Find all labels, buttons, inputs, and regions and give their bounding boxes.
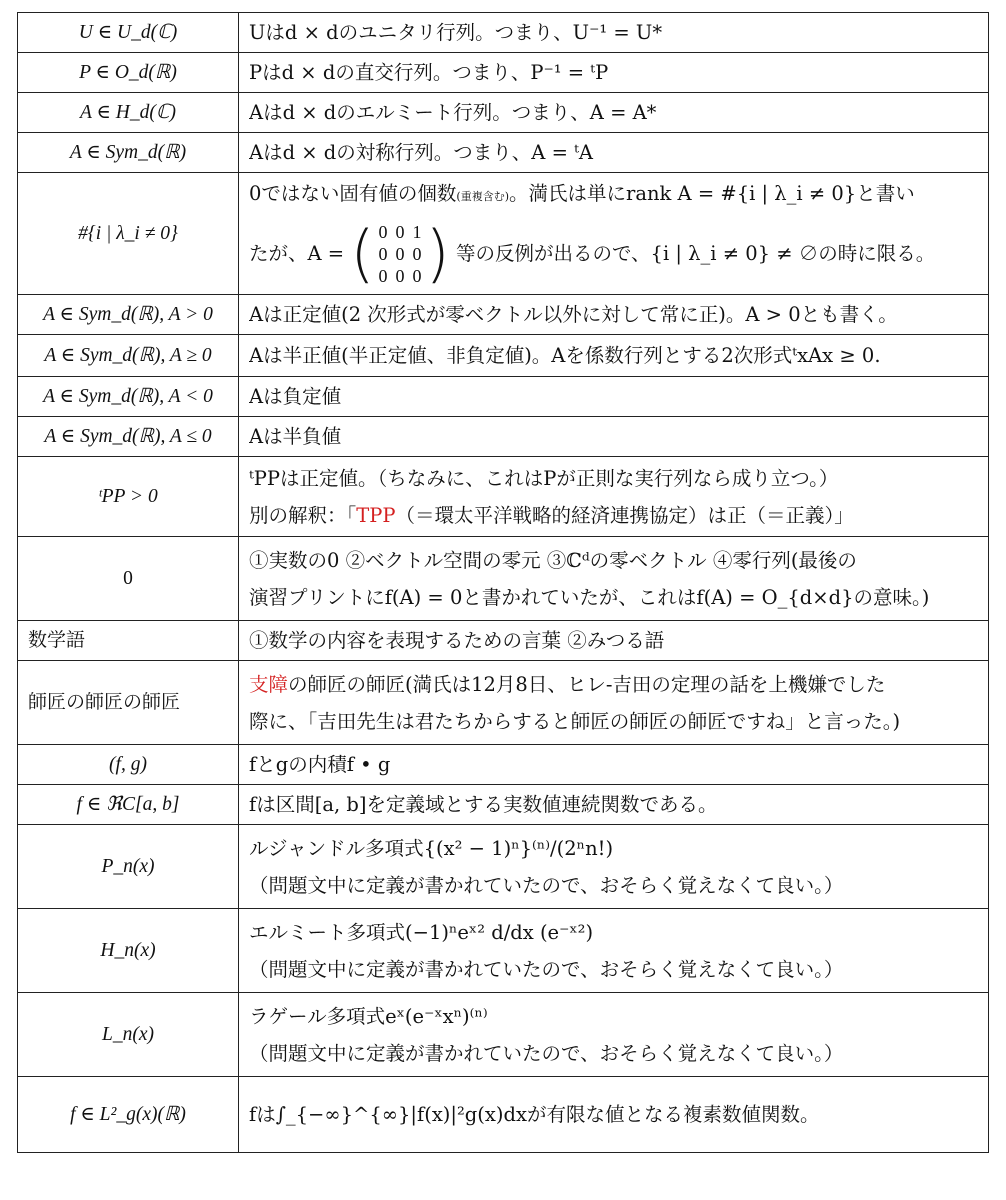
- description-line: （問題文中に定義が書かれていたので、おそらく覚えなくて良い。）: [249, 873, 844, 897]
- table-row: [18, 377, 989, 417]
- table-row: [18, 13, 989, 53]
- description-cell: [239, 377, 989, 417]
- symbol-cell: 数学語: [18, 621, 239, 661]
- description-cell: [239, 621, 989, 661]
- table-row: [18, 825, 989, 909]
- symbol-cell: 師匠の師匠の師匠: [18, 661, 239, 745]
- symbol-cell: A ∈ Sym_d(ℝ), A < 0: [18, 377, 239, 417]
- symbol-cell: f ∈ L²_g(x)(ℝ): [18, 1077, 239, 1153]
- description-line: （問題文中に定義が書かれていたので、おそらく覚えなくて良い。）: [249, 957, 844, 981]
- matrix-entry: 0: [378, 266, 388, 286]
- symbol-cell: f ∈ ℜC[a, b]: [18, 785, 239, 825]
- table-row: [18, 457, 989, 537]
- symbol-cell: ᵗPP > 0: [18, 457, 239, 537]
- description-text: （＝環太平洋戦略的経済連携協定）は正（＝正義）」: [395, 503, 854, 527]
- description-cell: [239, 825, 989, 909]
- description-line: [249, 497, 978, 534]
- table-row: [18, 621, 989, 661]
- description-small-text: (重複含む): [456, 189, 510, 203]
- table-row: [18, 93, 989, 133]
- description-line: Uはd × dのユニタリ行列。つまり、U⁻¹ = U*: [249, 21, 663, 44]
- description-text: 0ではない固有値の個数: [249, 181, 457, 205]
- description-line: Aは負定値: [249, 385, 342, 408]
- symbol-cell: A ∈ Sym_d(ℝ), A ≥ 0: [18, 335, 239, 377]
- matrix-entry: 0: [378, 222, 388, 242]
- description-cell: [239, 537, 989, 621]
- table-row: [18, 661, 989, 745]
- description-text: 。満氏は単にrank A = #{i | λ_i ≠ 0}と書い: [509, 181, 915, 205]
- description-cell: [239, 745, 989, 785]
- description-cell: [239, 993, 989, 1077]
- description-line: Aはd × dのエルミート行列。つまり、A = A*: [249, 101, 657, 124]
- description-cell: [239, 457, 989, 537]
- description-line: Aはd × dの対称行列。つまり、A = ᵗA: [249, 141, 593, 164]
- description-line: [249, 175, 978, 215]
- description-line: fは∫_{−∞}^{∞}|f(x)|²g(x)dxが有限な値となる複素数値関数。: [249, 1103, 820, 1126]
- description-line: ①実数の0 ②ベクトル空間の零元 ③ℂᵈの零ベクトル ④零行列(最後の: [249, 548, 857, 572]
- matrix-entry: 0: [412, 244, 422, 264]
- symbol-cell: (f, g): [18, 745, 239, 785]
- table-row: [18, 1077, 989, 1153]
- description-line: fとgの内積f • g: [249, 753, 391, 776]
- table-row: [18, 53, 989, 93]
- description-line: ①数学の内容を表現するための言葉 ②みつる語: [249, 629, 665, 652]
- description-line: Aは半負値: [249, 425, 342, 448]
- table-row: [18, 745, 989, 785]
- symbol-cell: U ∈ U_d(ℂ): [18, 13, 239, 53]
- highlighted-text: TPP: [356, 503, 396, 527]
- description-cell: [239, 909, 989, 993]
- matrix-entry: 0: [412, 266, 422, 286]
- symbol-cell: A ∈ H_d(ℂ): [18, 93, 239, 133]
- description-cell: [239, 13, 989, 53]
- description-line: ルジャンドル多項式{(x² − 1)ⁿ}⁽ⁿ⁾/(2ⁿn!): [249, 836, 614, 860]
- description-cell: [239, 295, 989, 335]
- table-row: [18, 417, 989, 457]
- description-line: Pはd × dの直交行列。つまり、P⁻¹ = ᵗP: [249, 61, 609, 84]
- table-row: [18, 909, 989, 993]
- description-cell: [239, 173, 989, 295]
- symbol-cell: A ∈ Sym_d(ℝ): [18, 133, 239, 173]
- description-line: fは区間[a, b]を定義域とする実数値連続関数である。: [249, 793, 718, 816]
- description-line: Aは半正値(半正定値、非負定値)。Aを係数行列とする2次形式ᵗxAx ≥ 0.: [249, 344, 881, 367]
- table-row: [18, 993, 989, 1077]
- symbol-cell: L_n(x): [18, 993, 239, 1077]
- description-text: の師匠の師匠(満氏は12月8日、ヒレ-吉田の定理の話を上機嫌でした: [288, 672, 886, 696]
- symbol-cell: A ∈ Sym_d(ℝ), A ≤ 0: [18, 417, 239, 457]
- description-cell: [239, 133, 989, 173]
- symbol-cell: H_n(x): [18, 909, 239, 993]
- description-line: 演習プリントにf(A) = 0と書かれていたが、これはf(A) = O_{d×d}の意味。): [249, 585, 930, 609]
- description-text: 等の反例が出るので、{i | λ_i ≠ 0} ≠ ∅の時に限る。: [455, 241, 936, 265]
- description-cell: [239, 53, 989, 93]
- symbol-cell: 0: [18, 537, 239, 621]
- symbol-cell: P ∈ O_d(ℝ): [18, 53, 239, 93]
- description-text: たが、A =: [249, 241, 345, 265]
- table-row: [18, 173, 989, 295]
- matrix: ( 0 0 1 0 0 0 0 0 0 ): [350, 217, 450, 290]
- matrix-entry: 0: [395, 244, 405, 264]
- description-cell: [239, 93, 989, 133]
- symbol-cell: P_n(x): [18, 825, 239, 909]
- symbol-cell: A ∈ Sym_d(ℝ), A > 0: [18, 295, 239, 335]
- description-text: 別の解釈：「: [249, 503, 357, 527]
- description-line: 際に、「吉田先生は君たちからすると師匠の師匠の師匠ですね」と言った。): [249, 709, 901, 733]
- description-line: ᵗPPは正定値。（ちなみに、これはPが正則な実行列なら成り立つ。）: [249, 466, 839, 490]
- table-row: [18, 335, 989, 377]
- description-line: [249, 215, 978, 293]
- notation-table: [17, 12, 989, 1153]
- description-cell: [239, 417, 989, 457]
- table-row: [18, 133, 989, 173]
- table-row: [18, 537, 989, 621]
- symbol-cell: #{i | λ_i ≠ 0}: [18, 173, 239, 295]
- description-line: [249, 666, 978, 703]
- matrix-entry: 0: [378, 244, 388, 264]
- description-cell: [239, 661, 989, 745]
- table-row: [18, 785, 989, 825]
- description-line: Aは正定値(2 次形式が零ベクトル以外に対して常に正)。A > 0とも書く。: [249, 303, 898, 326]
- table-row: [18, 295, 989, 335]
- description-cell: [239, 335, 989, 377]
- description-line: ラゲール多項式eˣ(e⁻ˣxⁿ)⁽ⁿ⁾: [249, 1004, 488, 1028]
- matrix-entry: 0: [395, 222, 405, 242]
- highlighted-text: 支障: [249, 672, 289, 696]
- description-cell: [239, 1077, 989, 1153]
- description-line: エルミート多項式(−1)ⁿeˣ² d/dx (e⁻ˣ²): [249, 920, 594, 944]
- description-line: （問題文中に定義が書かれていたので、おそらく覚えなくて良い。）: [249, 1041, 844, 1065]
- matrix-entry: 1: [412, 222, 422, 242]
- matrix-entry: 0: [395, 266, 405, 286]
- description-cell: [239, 785, 989, 825]
